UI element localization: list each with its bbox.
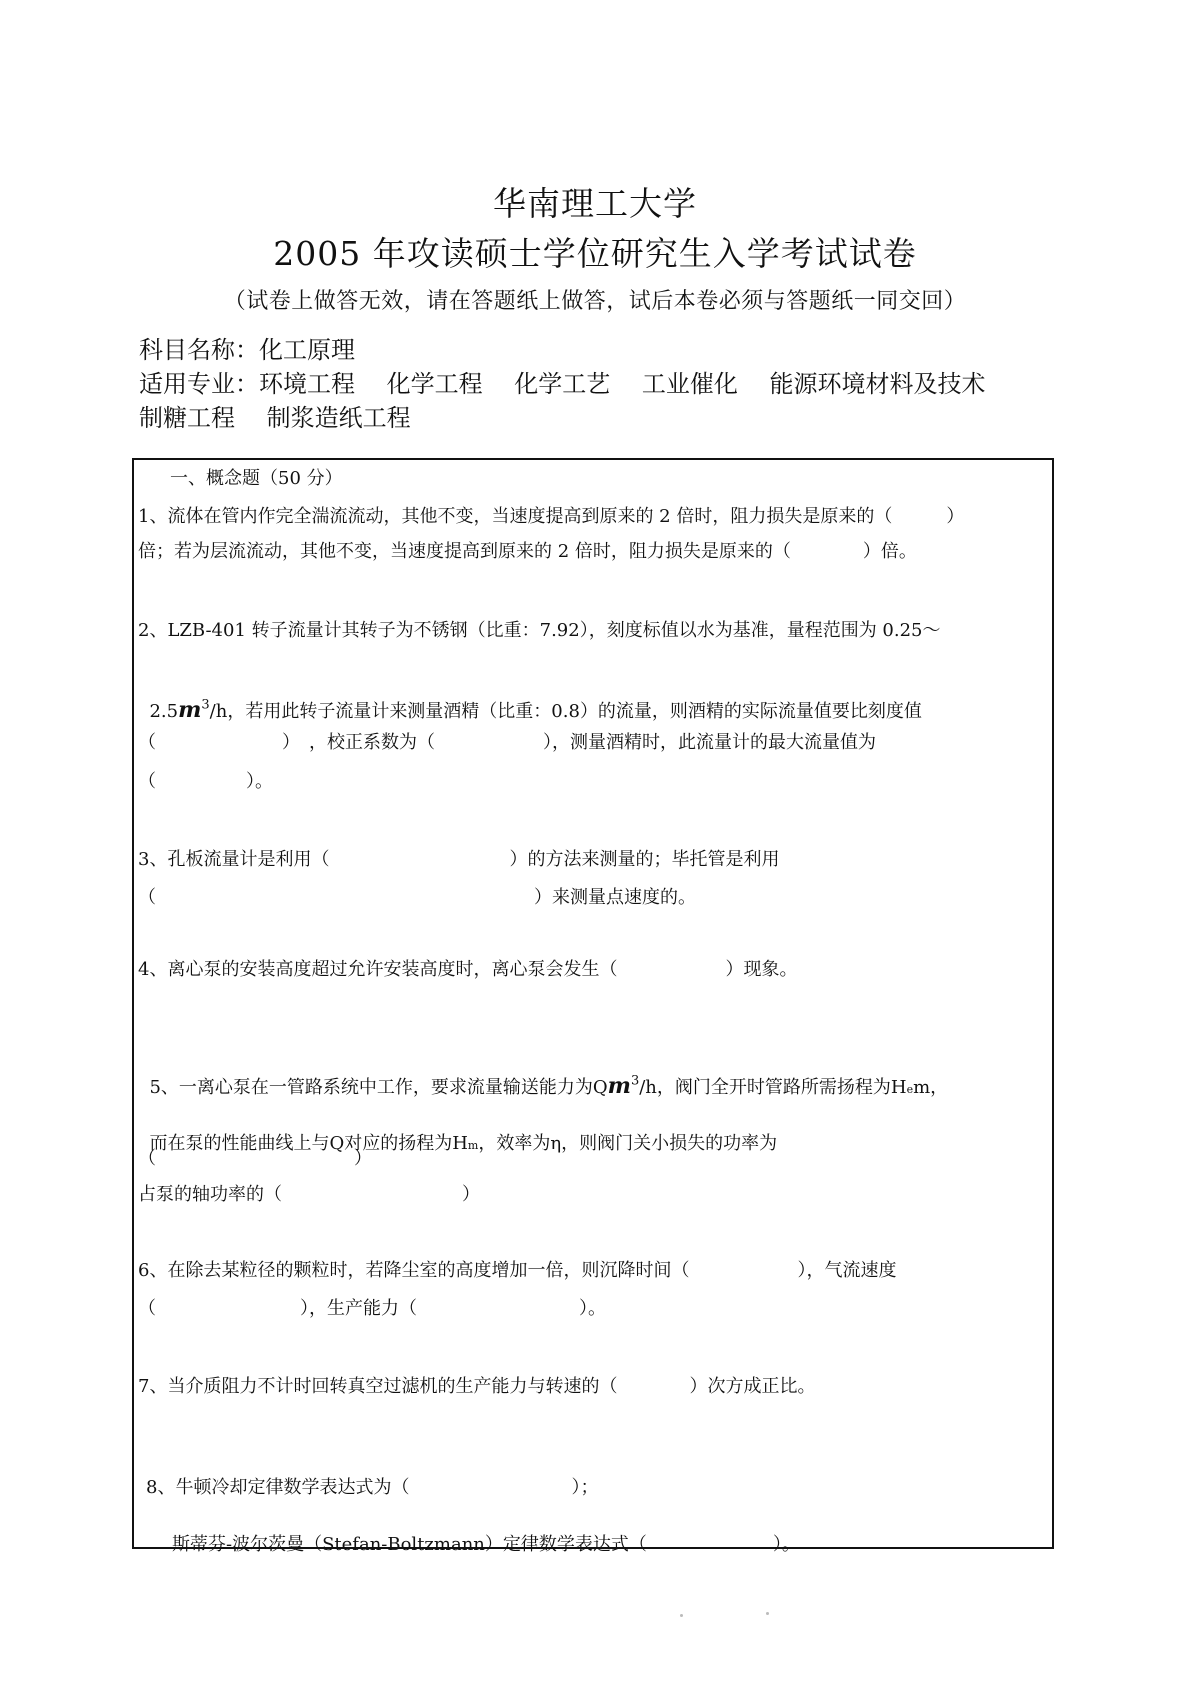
question-2-line-4: （ ）。 bbox=[138, 771, 273, 792]
question-1-line-1: 1、流体在管内作完全湍流流动，其他不变，当速度提高到原来的 2 倍时，阻力损失是原来的（ ） bbox=[138, 506, 965, 527]
question-2-line-1: 2、LZB-401 转子流量计其转子为不锈钢（比重：7.92），刻度标值以水为基准，量程范围为 0.25～ bbox=[138, 620, 941, 641]
question-5-line-1: 5、一离心泵在一管路系统中工作，要求流量输送能力为Qm$^3$/h，阀门全开时管路所需扬程为Hem， bbox=[149, 1073, 949, 1099]
question-5-line-2: 而在泵的性能曲线上与Q对应的扬程为Hm，效率为η，则阀门关小损失的功率为 bbox=[149, 1133, 778, 1154]
university-name: 华南理工大学 bbox=[493, 184, 697, 223]
scan-dot bbox=[680, 1614, 683, 1617]
question-2-line-3: （ ） ，校正系数为（ ），测量酒精时，此流量计的最大流量值为 bbox=[138, 732, 876, 753]
question-1-line-2: 倍；若为层流流动，其他不变，当速度提高到原来的 2 倍时，阻力损失是原来的（ ）倍。 bbox=[138, 541, 917, 562]
question-6-line-2: （ ），生产能力（ ）。 bbox=[138, 1298, 606, 1319]
q2-value: 2.5 bbox=[149, 701, 179, 722]
q5-unit: $m^3$ bbox=[607, 1073, 640, 1099]
exam-note: （试卷上做答无效，请在答题纸上做答，试后本卷必须与答题纸一同交回） bbox=[223, 289, 967, 314]
exam-title: 2005 年攻读硕士学位研究生入学考试试卷 bbox=[273, 234, 917, 273]
section-title: 一、概念题（50 分） bbox=[170, 468, 343, 489]
question-8-line-2: 斯蒂芬-波尔茨曼（Stefan-Boltzmann）定律数学表达式（ ）。 bbox=[172, 1534, 800, 1555]
question-6-line-1: 6、在除去某粒径的颗粒时，若降尘室的高度增加一倍，则沉降时间（ ），气流速度 bbox=[138, 1260, 897, 1281]
majors-line-1: 适用专业：环境工程 化学工程 化学工艺 工业催化 能源环境材料及技术 bbox=[139, 370, 986, 398]
question-3-line-2: （ ）来测量点速度的。 bbox=[138, 887, 696, 908]
subject-line: 科目名称：化工原理 bbox=[139, 336, 355, 364]
question-5-line-3: （ ） bbox=[138, 1148, 372, 1169]
question-5-line-4: 占泵的轴功率的（ ） bbox=[138, 1184, 480, 1205]
scan-dot bbox=[766, 1612, 769, 1615]
question-7-line-1: 7、当介质阻力不计时回转真空过滤机的生产能力与转速的（ ）次方成正比。 bbox=[138, 1376, 816, 1397]
q2-unit: $m^3$ bbox=[178, 697, 210, 723]
question-4-line-1: 4、离心泵的安装高度超过允许安装高度时，离心泵会发生（ ）现象。 bbox=[138, 959, 798, 980]
question-8-line-1: 8、牛顿冷却定律数学表达式为（ ）； bbox=[146, 1477, 599, 1498]
majors-line-2: 制糖工程 制浆造纸工程 bbox=[139, 404, 411, 432]
question-3-line-1: 3、孔板流量计是利用（ ）的方法来测量的；毕托管是利用 bbox=[138, 849, 780, 870]
q2-text: /h，若用此转子流量计来测量酒精（比重：0.8）的流量，则酒精的实际流量值要比刻度值 bbox=[209, 701, 922, 722]
question-2-line-2 bbox=[138, 676, 922, 723]
